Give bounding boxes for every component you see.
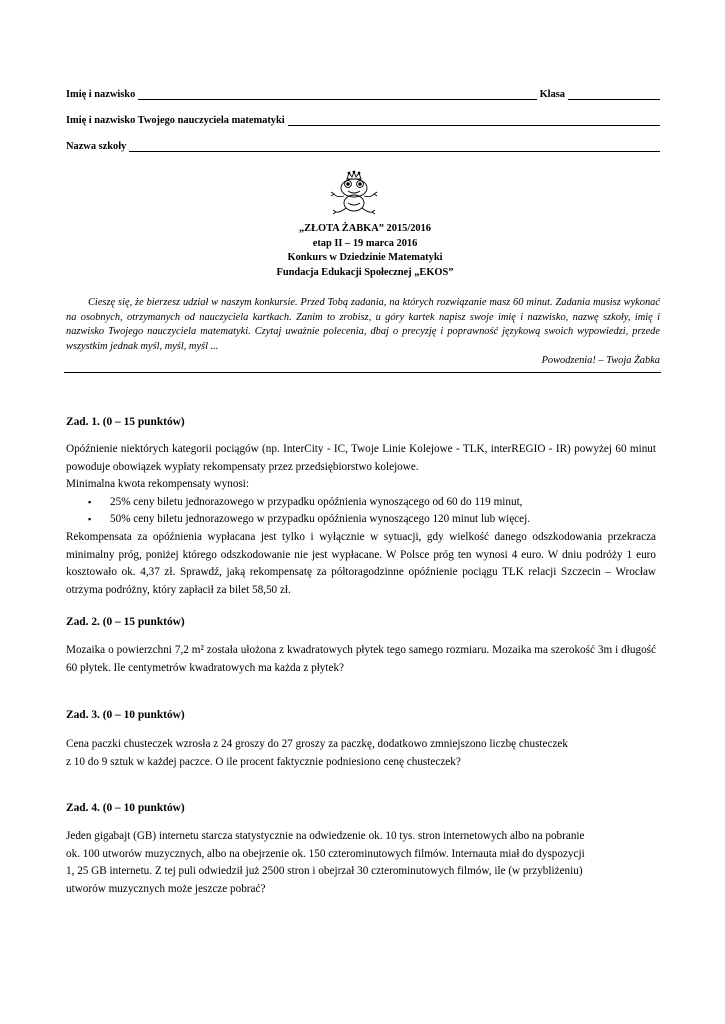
school-field-row — [66, 141, 660, 152]
name-label: Imię i nazwisko — [66, 89, 136, 100]
task-1-title: Zad. 1. (0 – 15 punktów) — [66, 416, 185, 428]
list-item: ▪ 50% ceny biletu jednorazowego w przypadku opóźnienia wynoszącego 120 minut lub więcej. — [88, 511, 656, 529]
task-3-body — [66, 736, 656, 771]
intro-signature: Powodzenia! – Twoja Żabka — [541, 355, 660, 366]
task-2-title: Zad. 2. (0 – 15 punktów) — [66, 616, 185, 628]
frog-icon — [328, 170, 380, 216]
task-3-line: Cena paczki chusteczek wzrosła z 24 groszy do 27 groszy za paczkę, dodatkowo zmniejszono liczbę chusteczek — [66, 738, 568, 750]
name-line — [138, 90, 536, 100]
task-1-paragraph: Opóźnienie niektórych kategorii pociągów (np. InterCity - IC, Twoje Linie Kolejowe - TLK, interREGIO - IR) powyżej 60 minut powoduje obowiązek wypłaty rekompensaty przez przedsiębiorstwo kolejowe. — [66, 443, 656, 473]
task-3-line: z 10 do 9 sztuk w każdej paczce. O ile procent faktycznie podniesiono cenę chusteczek? — [66, 755, 461, 768]
task-1-question: Rekompensata za opóźnienia wypłacana jest tylko i wyłącznie w sytuacji, gdy wielkość danego odszkodowania przekracza minimalny próg, poniżej którego odszkodowanie nie jest wypłacane. W Polsce próg ten wynosi 4 euro. W dniu podróży 1 euro kosztowało ok. 4,37 zł. Sprawdź, jaką rekompensatę za półtoragodzinne opóźnienie pociągu TLK relacji Szczecin – Wrocław otrzyma podróżny, który zapłacił za bilet 58,50 zł. — [66, 530, 656, 596]
task-4-line: utworów muzycznych może jeszcze pobrać? — [66, 882, 266, 895]
task-4-line: ok. 100 utworów muzycznych, albo na obejrzenie ok. 150 czterominutowych filmów. Internauta miał do dyspozycji — [66, 847, 585, 860]
school-label: Nazwa szkoły — [66, 141, 127, 152]
task-2-body: Mozaika o powierzchni 7,2 m² została ułożona z kwadratowych płytek tego samego rozmiaru. Mozaika ma szerokość 3m i długość 60 płytek. Ile centymetrów kwadratowych ma każda z płytek? — [66, 644, 656, 674]
contest-title: „ZŁOTA ŻABKA” 2015/2016 — [298, 223, 432, 234]
teacher-field-row — [66, 115, 660, 126]
contest-organizer: Fundacja Edukacji Społecznej „EKOS” — [276, 266, 454, 278]
task-3-title: Zad. 3. (0 – 10 punktów) — [66, 709, 185, 721]
task-4-line: Jeden gigabajt (GB) internetu starcza statystycznie na odwiedzenie ok. 10 tys. stron internetowych albo na pobranie — [66, 830, 585, 842]
teacher-line — [288, 116, 660, 126]
divider — [64, 372, 661, 373]
task-1-bullet-list — [66, 494, 656, 529]
contest-header — [150, 222, 580, 280]
intro-text: Cieszę się, że bierzesz udział w naszym konkursie. Przed Tobą zadania, na których rozwiązanie masz 60 minut. Zadania musisz wykonać na osobnych, otrzymanych od nauczyciela kartkach. Zanim to zrobisz, u góry kartek napisz swoje imię i nazwisko, nazwę szkoły, imię i nazwisko Twojego nauczyciela matematyki. Czytaj uważnie polecenia, dbaj o precyzję i poprawność językową swoich wypowiedzi, przede wszystkim jednak myśl, myśl, myśl ... — [66, 297, 660, 352]
task-1-body — [66, 441, 656, 599]
contest-stage: etap II – 19 marca 2016 — [312, 237, 418, 249]
class-line — [568, 90, 660, 100]
school-line — [129, 142, 660, 152]
task-4-body — [66, 828, 656, 898]
task-1-compensation-intro: Minimalna kwota rekompensaty wynosi: — [66, 478, 250, 491]
contest-subject: Konkurs w Dziedzinie Matematyki — [287, 252, 443, 263]
task-4-title: Zad. 4. (0 – 10 punktów) — [66, 802, 185, 814]
class-label: Klasa — [539, 89, 565, 100]
name-field-row — [66, 89, 660, 100]
list-item: ▪ 25% ceny biletu jednorazowego w przypadku opóźnienia wynoszącego od 60 do 119 minut, — [88, 494, 656, 512]
teacher-label: Imię i nazwisko Twojego nauczyciela matematyki — [66, 115, 285, 126]
task-4-line: 1, 25 GB internetu. Z tej puli odwiedził już 2500 stron i obejrzał 30 czterominutowych filmów, ile (w przybliżeniu) — [66, 865, 583, 878]
